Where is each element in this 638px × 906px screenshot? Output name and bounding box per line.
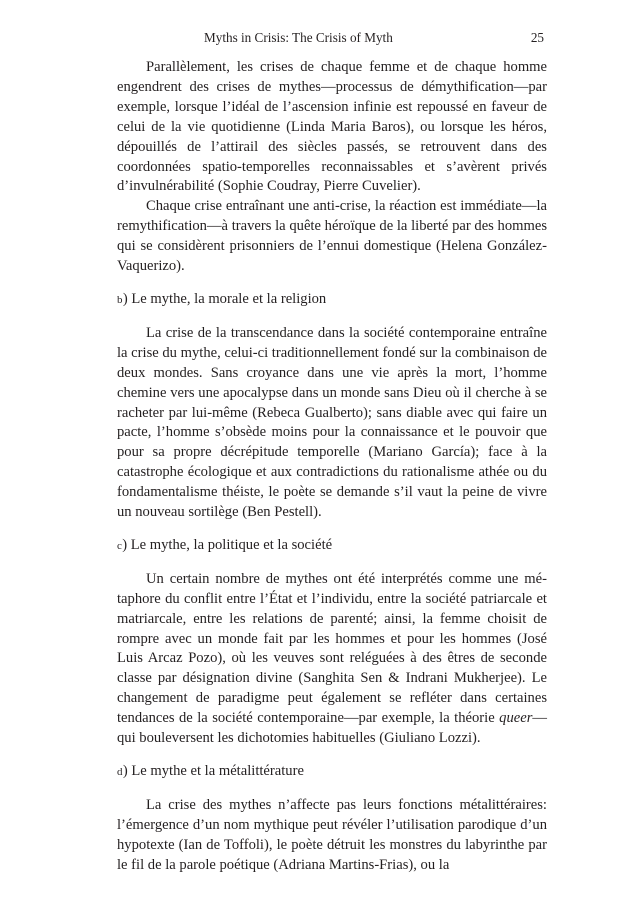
paragraph-2: Chaque crise entraînant une anti-crise, la réaction est immédiate—la remythification—à travers la quête héroïque de la liberté par des hommes qui se considèrent prisonniers de l’ennui domestique (Helena González-Vaquerizo).	[117, 198, 547, 275]
section-title-d: ) Le mythe et la métalittérature	[122, 763, 304, 779]
paragraph-5: La crise des mythes n’affecte pas leurs fonctions métalittéraires: l’émergence d’un nom mythique peut révéler l’utilisation parodique d’un hypotexte (Ian de Toffoli), le poète détruit les monstres du labyrinthe par le fil de la parole poétique (Adriana Martins-Frias), ou la	[117, 796, 547, 873]
paragraph-4-part-2: —qui bouleversent les dichotomies habituelles (Giuliano Lozzi).	[117, 710, 547, 747]
body-text	[117, 58, 547, 876]
section-label-d: d	[117, 766, 123, 778]
section-title-c: ) Le mythe, la politique et la société	[122, 536, 333, 553]
running-title: Myths in Crisis: The Crisis of Myth	[204, 30, 393, 45]
page-number: 25	[530, 30, 544, 45]
paragraph-4-part-1: Un certain nombre de mythes ont été interprétés comme une métaphore du conflit entre l’État et l’individu, entre la société patriarcale et matriarcale, entre les relations de parenté; ainsi, la femme choisit de rompre avec un monde fait par les hommes et pour les hommes (José Luis Arcaz Pozo), où les veuves sont reléguées à des êtres de seconde classe par désignation divine (Sanghita Sen & Indrani Mukherjee). Le changement de paradigme peut également se refléter dans certaines tendances de la société contemporaine—par exemple, la théorie	[117, 570, 547, 727]
section-title-b: ) Le mythe, la morale et la religion	[122, 290, 327, 307]
section-heading-b	[117, 290, 547, 311]
running-header	[117, 30, 544, 50]
section-heading-d	[117, 762, 547, 783]
section-heading-c	[117, 536, 547, 557]
paragraph-4	[117, 570, 547, 749]
paragraph-1: Parallèlement, les crises de chaque femme et de chaque homme engendrent des crises de mythes—processus de démythification—par exemple, lorsque l’idéal de l’ascension infinie est repoussé en faveur de celui de la vie quotidienne (Linda Maria Baros), ou lorsque les héros, dépouillés de l’attirail des siècles passés, se retrouvent dans des coordonnées spatio-temporelles reconnaissables et s’avèrent privés d’invulnérabilité (Sophie Coudray, Pierre Cuvelier).	[117, 59, 547, 195]
section-label-b: b	[117, 293, 123, 306]
section-label-c: c	[117, 539, 123, 552]
paragraph-4-italic: queer	[499, 710, 533, 727]
paragraph-3: La crise de la transcendance dans la société contemporaine entraîne la crise du mythe, celui-ci traditionnellement fondé sur la combinaison de deux mondes. Sans croyance dans une vie après la mort, l’homme chemine vers une apocalypse dans un monde sans Dieu où il cherche à se racheter par lui-même (Rebeca Gualberto); sans diable avec qui faire un pacte, l’homme s’obsède moins pour la connaissance et le pouvoir que pour sa propre décrépitude temporelle (Mariano García); face à la catastrophe écologique et aux contradictions du rationalisme athée ou du fondamentalisme théiste, le poète se demande s’il vaut la peine de vivre un nouveau sortilège (Ben Pestell).	[117, 324, 547, 521]
